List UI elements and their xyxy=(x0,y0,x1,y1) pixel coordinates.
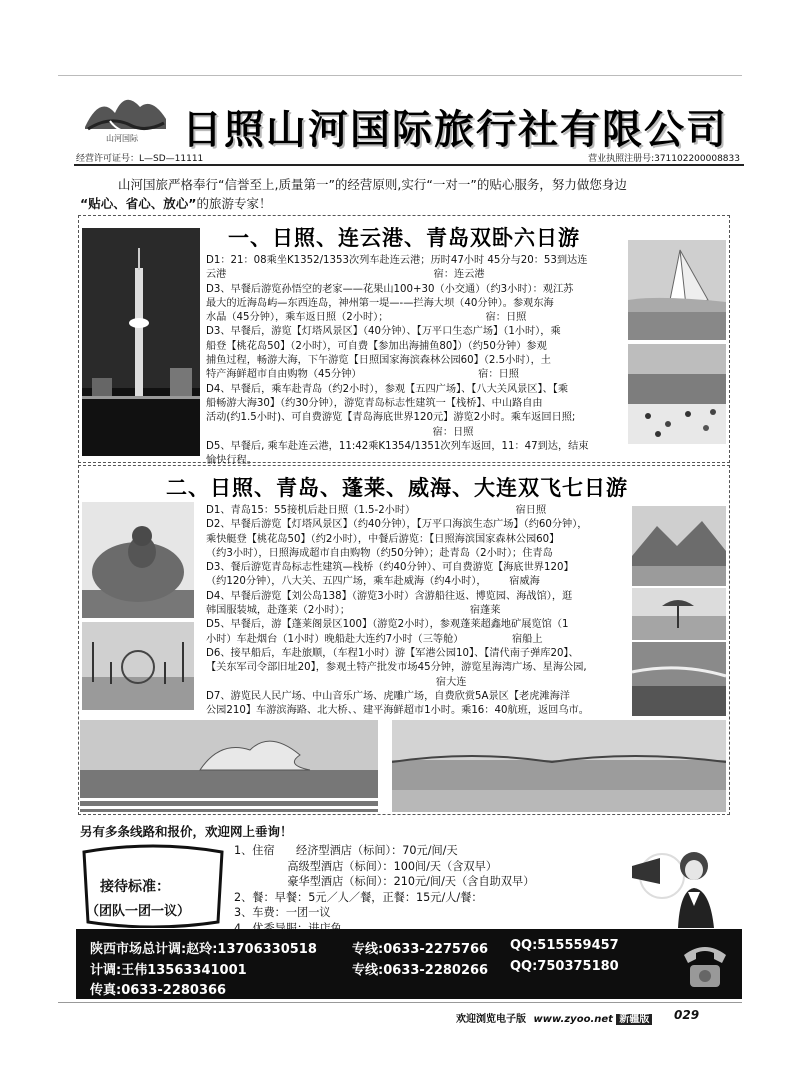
route1-line: D1：21：08乘坐K1352/1353次列车赴连云港；历时47小时 45分与20：53到达连 xyxy=(206,255,588,266)
photo-bay-bridge xyxy=(392,720,726,812)
logo-text: 山河国际 xyxy=(106,134,138,143)
coordinator-2: 计调:王伟13563341001 xyxy=(90,963,247,978)
route2-title: 二、日照、青岛、蓬莱、威海、大连双飞七日游 xyxy=(166,476,628,500)
contact-row-3 xyxy=(90,979,226,998)
standard-line: 1、住宿 经济型酒店（标间）：70元/间/天 xyxy=(234,844,458,857)
route2-line: D3、餐后游览青岛标志性建筑—栈桥（约40分钟）、可自费游览【海底世界120】 xyxy=(206,562,574,574)
main-coordinator: 陕西市场总计调:赵玲:13706330518 xyxy=(90,942,317,957)
standard-line: 2、餐：早餐：5元／人／餐，正餐：15元/人/餐： xyxy=(234,890,483,904)
photo-crowded-beach xyxy=(628,344,726,444)
license-number: 经营许可证号：L—SD—11111 xyxy=(76,154,204,164)
photo-stone-buddha xyxy=(82,502,194,618)
woman-megaphone-illustration xyxy=(622,836,732,928)
photo-plaza xyxy=(82,622,194,710)
route1-line: D3、早餐后游览孙悟空的老家——花果山100+30（小交通）（约3小时）：观江苏 xyxy=(206,283,574,295)
photo-sail-sculpture xyxy=(628,240,726,340)
route2-line: 宿大连 xyxy=(206,676,467,688)
registration-number: 营业执照注册号:371102200008833 xyxy=(588,154,740,164)
hotline-1: 专线:0633-2275766 xyxy=(352,942,489,957)
contact-row-1 xyxy=(90,938,619,957)
route1-line: D5、早餐后, 乘车赴连云港，11:42乘K1354/1351次列车返回，11：47到达，结束 xyxy=(206,440,589,452)
route1-line: 船登【桃花岛50】（2小时），可自费【参加出海捕鱼80】）（约50分钟）参观 xyxy=(206,340,547,352)
route1-line: 愉快行程。 xyxy=(206,455,257,467)
route1-line: 最大的近海岛屿—东西连岛，神州第一堤—-—拦海大坝（40分钟）。参观东海 xyxy=(206,297,554,309)
route2-line: D4、早餐后游览【刘公岛138】（游览3小时）含游船往返、博览园、海战馆），逛 xyxy=(206,590,573,602)
intro-line1: 山河国旅严格奉行“信誉至上,质量第一”的经营原则,实行“一对一”的贴心服务，努力做您身边 xyxy=(118,177,627,192)
top-divider xyxy=(58,75,742,76)
company-name: 日照山河国际旅行社有限公司 xyxy=(182,107,728,153)
company-logo xyxy=(80,85,170,147)
reception-standards xyxy=(234,843,534,937)
telephone-icon xyxy=(678,935,732,993)
footer xyxy=(456,1010,652,1025)
route1-title: 一、日照、连云港、青岛双卧六日游 xyxy=(228,226,580,250)
route1-line: 船畅游大海30】（约30分钟），游览青岛标志性建筑一【栈桥】、中山路自由 xyxy=(206,397,543,409)
route2-line: D7、游览民人民广场、中山音乐广场、虎雕广场，自费欣赏5A景区【老虎滩海洋 xyxy=(206,690,570,702)
fax-number: 传真:0633-2280366 xyxy=(90,983,227,998)
photo-coastal-sculpture xyxy=(80,720,378,812)
badge-title: 接待标准： xyxy=(100,879,170,895)
route2-line: （约120分钟），八大关、五四广场，乘车赴威海（约4小时）， 宿威海 xyxy=(206,576,540,588)
route1-itinerary xyxy=(206,254,621,468)
route2-line: D6、接早船后，车赴旅顺，（车程1小时）游【军港公园10】、【清代南子弹库20】、 xyxy=(206,647,579,659)
footer-url[interactable]: www.zyoo.net xyxy=(533,1014,613,1025)
route1-line: D3、早餐后，游览【灯塔风景区】（40分钟）、【万平口生态广场】（1小时），乘 xyxy=(206,326,561,338)
footer-text: 欢迎浏览电子版 xyxy=(456,1014,526,1025)
route2-line: D5、早餐后，游【蓬莱阁景区100】（游览2小时），参观蓬莱超鑫地矿展览馆（1 xyxy=(206,619,569,631)
contact-row-2 xyxy=(90,959,619,978)
intro-paragraph xyxy=(80,175,730,213)
contact-bar xyxy=(76,929,742,999)
qq-2: QQ:750375180 xyxy=(510,959,619,974)
route1-line: 宿：日照 xyxy=(206,426,474,438)
more-routes-note: 另有多条线路和报价，欢迎网上垂询！ xyxy=(80,824,293,839)
route2-itinerary xyxy=(206,504,631,718)
route1-line: 捕鱼过程，畅游大海，下午游览【日照国家海滨森林公园60】（2.5小时），土 xyxy=(206,355,551,367)
intro-slogan: “贴心、省心、放心” xyxy=(80,196,197,211)
intro-line2: 的旅游专家！ xyxy=(196,196,272,211)
route1-line: 水晶（45分钟），乘车返日照（2小时）； 宿：日照 xyxy=(206,312,527,324)
photo-tower-night xyxy=(82,228,200,456)
route1-line: 特产海鲜超市自由购物（45分钟） 宿：日照 xyxy=(206,369,519,381)
route1-line: D4、早餐后，乘车赴青岛（约2小时），参观【五四广场】、【八大关风景区】、【乘 xyxy=(206,383,569,395)
badge-subtitle: （团队一团一议） xyxy=(86,904,191,919)
route2-line: 小时）车赴烟台（1小时）晚船赴大连约7小时（三等舱） 宿船上 xyxy=(206,633,543,645)
photo-forest-bridge xyxy=(632,642,726,716)
qq-1: QQ:515559457 xyxy=(510,938,619,953)
route2-line: D1、青岛15：55接机后赴日照（1.5-2小时） 宿日照 xyxy=(206,505,547,516)
route2-line: 韩国服装城，赴蓬莱（2小时）； 宿蓬莱 xyxy=(206,605,501,617)
page-number: 029 xyxy=(674,1008,700,1022)
route2-line: D2、早餐后游览【灯塔风景区】（约40分钟），【万平口海滨生态广场】（约60分钟）， xyxy=(206,519,588,531)
route2-line: 乘快艇登【桃花岛50】（约2小时），中餐后游览：【日照海滨国家森林公园60】 xyxy=(206,533,560,545)
route1-line: 云港 宿：连云港 xyxy=(206,269,485,281)
route1-line: 活动(约1.5小时)、可自费游览【青岛海底世界120元】游览2小时。乘车返回日照; xyxy=(206,412,576,424)
route2-line: 【关东军司令部旧址20】，参观土特产批发市场45分钟，游览星海湾广场、星海公园, xyxy=(206,662,587,674)
route2-line: 公园210】车游滨海路、北大桥、、建平海鲜超市1小时。乘16：40航班，返回乌市。 xyxy=(206,705,589,717)
edition-badge: 新疆版 xyxy=(616,1014,652,1025)
standard-line: 3、车费：一团一议 xyxy=(234,906,331,920)
route2-line: （约3小时），日照海成超市自由购物（约50分钟）；赴青岛（2小时）；住青岛 xyxy=(206,547,553,559)
photo-mountains xyxy=(632,506,726,586)
header-divider xyxy=(74,164,744,166)
bottom-divider xyxy=(58,1002,742,1003)
standard-line: 高级型酒店（标间）：100间/天（含双早） xyxy=(234,859,498,873)
hotline-2: 专线:0633-2280266 xyxy=(352,963,489,978)
standard-line: 豪华型酒店（标间）：210元/间/天（含自助双早） xyxy=(234,875,535,889)
photo-beach-umbrella xyxy=(632,588,726,640)
